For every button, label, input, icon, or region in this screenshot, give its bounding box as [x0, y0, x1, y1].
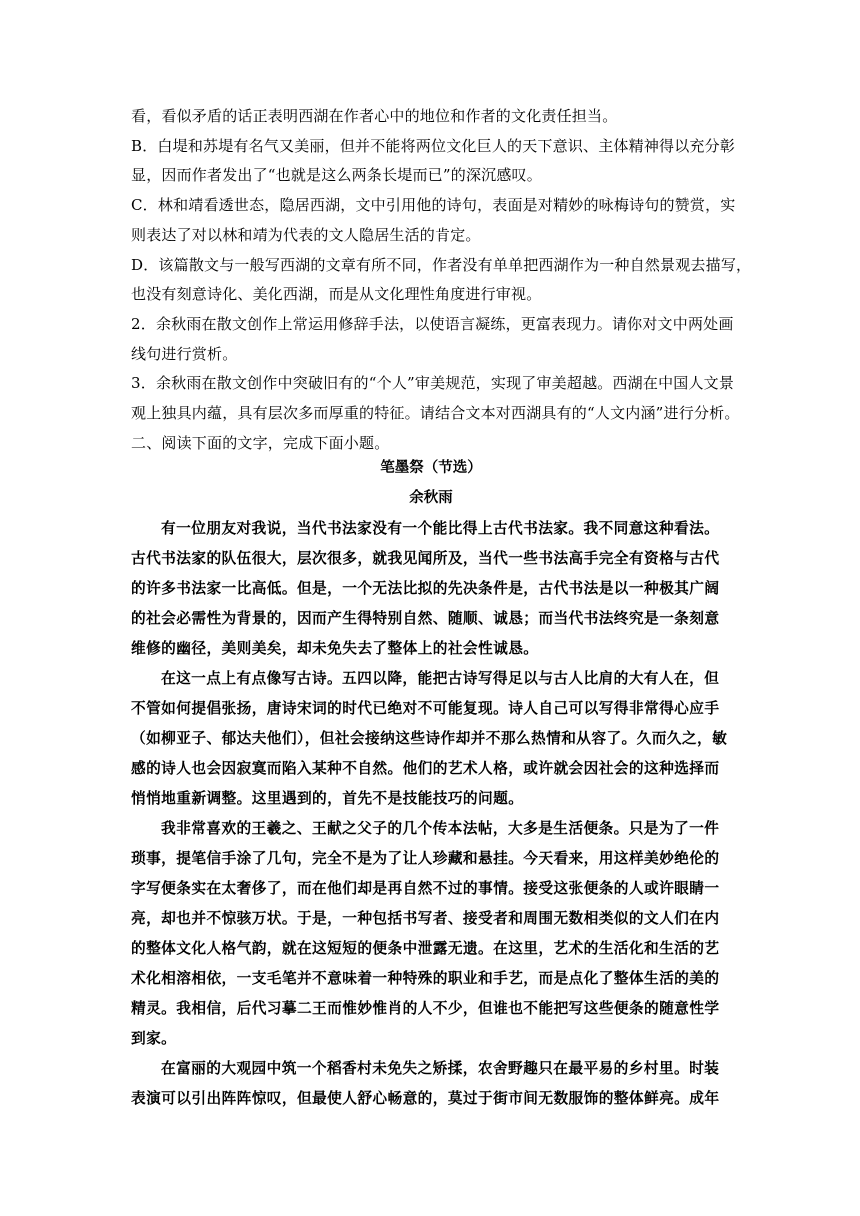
question-line: 3．余秋雨在散文创作中突破旧有的“个人”审美规范，实现了审美超越。西湖在中国人文景: [131, 374, 735, 393]
article-line: 不管如何提倡张扬，唐诗宋词的时代已绝对不可能复现。诗人自己可以写得非常得心应手: [131, 700, 720, 717]
article-line: 琐事，提笔信手涂了几句，完全不是为了让人珍藏和悬挂。今天看来，用这样美妙绝伦的: [131, 850, 720, 867]
question-line: D．该篇散文与一般写西湖的文章有所不同，作者没有单单把西湖作为一种自然景观去描写，: [131, 255, 752, 274]
question-line: B．白堤和苏堤有名气又美丽，但并不能将两位文化巨人的天下意识、主体精神得以充分彰: [131, 136, 736, 155]
article-line: 维修的幽径，美则美矣，却未免失去了整体上的社会性诚恳。: [131, 640, 539, 657]
question-line: 显，因而作者发出了“也就是这么两条长堤而已”的深沉感叹。: [131, 166, 542, 185]
article-line: 亮，却也并不惊骇万状。于是，一种包括书写者、接受者和周围无数相类似的文人们在内: [131, 910, 720, 927]
question-line: C．林和靖看透世态，隐居西湖，文中引用他的诗句，表面是对精妙的咏梅诗句的赞赏，实: [131, 196, 736, 215]
article-title: 笔墨祭（节选）: [380, 459, 482, 476]
article-line: 的整体文化人格气韵，就在这短短的便条中泄露无遗。在这里，艺术的生活化和生活的艺: [131, 940, 720, 957]
question-line: 二、阅读下面的文字，完成下面小题。: [131, 433, 390, 452]
question-line: 也没有刻意诗化、美化西湖，而是从文化理性角度进行审视。: [131, 285, 542, 304]
article-line: 的社会必需性为背景的，因而产生得特别自然、随顺、诚恳；而当代书法终究是一条刻意: [131, 610, 720, 627]
article-line: 在富丽的大观园中筑一个稻香村未免失之矫揉，农舍野趣只在最平易的乡村里。时装: [161, 1060, 720, 1077]
article-line: 古代书法家的队伍很大，层次很多，就我见闻所及，当代一些书法高手完全有资格与古代: [131, 550, 720, 567]
question-line: 则表达了对以林和靖为代表的文人隐居生活的肯定。: [131, 225, 481, 244]
question-line: 看，看似矛盾的话正表明西湖在作者心中的地位和作者的文化责任担当。: [131, 107, 618, 125]
article-author: 余秋雨: [409, 489, 453, 506]
article-line: 字写便条实在太奢侈了，而在他们却是再自然不过的事情。接受这张便条的人或许眼睛一: [131, 880, 720, 897]
article-line: 到家。: [131, 1030, 177, 1047]
article-line: 在这一点上有点像写古诗。五四以降，能把古诗写得足以与古人比肩的大有人在，但: [161, 670, 720, 687]
question-line: 线句进行赏析。: [131, 344, 238, 363]
article-line: 表演可以引出阵阵惊叹，但最使人舒心畅意的，莫过于街市间无数服饰的整体鲜亮。成年: [131, 1090, 720, 1107]
article-line: 悄悄地重新调整。这里遇到的，首先不是技能技巧的问题。: [131, 790, 524, 807]
article-line: 感的诗人也会因寂寞而陷入某种不自然。他们的艺术人格，或许就会因社会的这种选择而: [131, 760, 720, 777]
article-line: 有一位朋友对我说，当代书法家没有一个能比得上古代书法家。我不同意这种看法。: [161, 520, 720, 537]
article-line: 术化相溶相依，一支毛笔并不意味着一种特殊的职业和手艺，而是点化了整体生活的美的: [131, 970, 720, 987]
question-line: 观上独具内蕴，具有层次多而厚重的特征。请结合文本对西湖具有的“人文内涵”进行分析。: [131, 404, 740, 423]
article-line: 的许多书法家一比高低。但是，一个无法比拟的先决条件是，古代书法是以一种极其广阔: [131, 580, 720, 597]
article-line: 精灵。我相信，后代习摹二王而惟妙惟肖的人不少，但谁也不能把写这些便条的随意性学: [131, 1000, 720, 1017]
article-body: [131, 514, 731, 1114]
article-line: 我非常喜欢的王羲之、王献之父子的几个传本法帖，大多是生活便条。只是为了一件: [161, 820, 720, 837]
article-line: （如柳亚子、郁达夫他们），但社会接纳这些诗作却并不那么热情和从容了。久而久之，敏: [131, 730, 728, 747]
question-line: 2．余秋雨在散文创作上常运用修辞手法，以使语言凝练，更富表现力。请你对文中两处画: [131, 314, 734, 333]
question-section: [131, 102, 752, 458]
